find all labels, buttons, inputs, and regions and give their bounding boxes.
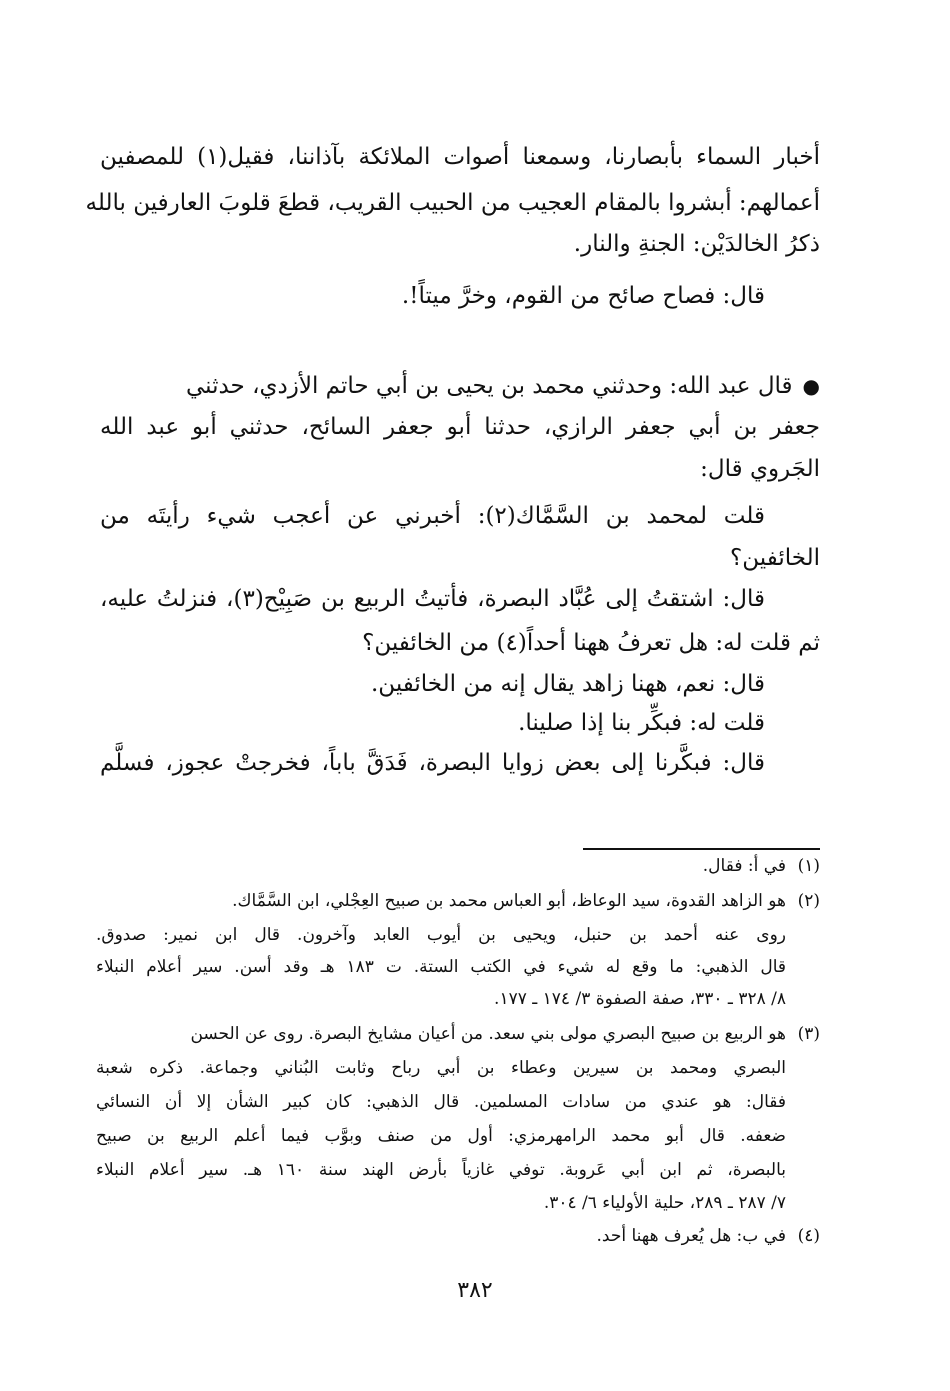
text-line-8: قلت لمحمد بن السَّمَّاك(٢): أخبرني عن أعجب شيء رأيتَه من bbox=[100, 503, 765, 529]
text-line-14: قال: فبكَّرنا إلى بعض زوايا البصرة، فَدَقَّ باباً، فخرجتْ عجوز، فسلَّم bbox=[100, 750, 765, 776]
footnote-text: في أ: فقال. bbox=[702, 856, 786, 876]
footnote-separator bbox=[583, 848, 820, 850]
footnote-text: هو الزاهد القدوة، سيد الوعاظ، أبو العباس محمد بن صبيح العِجْلي، ابن السَّمَّاك. bbox=[232, 891, 786, 911]
text-line-1: أخبار السماء بأبصارنا، وسمعنا أصوات الملائكة بآذاننا، فقيل(١) للمصفين bbox=[100, 144, 820, 170]
text-line-5 bbox=[186, 375, 820, 398]
footnote-3-line-1 bbox=[190, 1026, 820, 1043]
text-line-7: الجَروي قال: bbox=[700, 456, 820, 482]
footnote-3-line-6: ٧/ ٢٨٧ ـ ٢٨٩، حلية الأولياء ٦/ ٣٠٤. bbox=[543, 1193, 786, 1213]
footnote-3-line-2: البصري ومحمد بن سيرين وعطاء بن أبي رباح وثابت البُناني وجماعة. ذكره شعبة bbox=[96, 1058, 786, 1078]
text-line-4: قال: فصاح صائح من القوم، وخرَّ ميتاً!. bbox=[401, 283, 765, 309]
text-line-13: قلت له: فبكِّر بنا إذا صلينا. bbox=[518, 710, 765, 736]
footnote-2-line-2: روى عنه أحمد بن حنبل، ويحيى بن أيوب العابد وآخرون. قال ابن نمير: صدوق. bbox=[96, 925, 786, 945]
bullet-mark: ● bbox=[802, 374, 820, 398]
footnote-2-line-3: قال الذهبي: ما وقع له شيء في الكتب الستة. ت ١٨٣ هـ وقد أسن. سير أعلام النبلاء bbox=[96, 957, 786, 977]
footnote-number: (٢) bbox=[797, 891, 820, 911]
footnote-number: (٣) bbox=[797, 1024, 820, 1044]
footnote-1 bbox=[703, 858, 820, 875]
footnote-2-line-1 bbox=[232, 893, 820, 910]
footnote-4 bbox=[597, 1228, 821, 1245]
footnote-3-line-5: بالبصرة، ثم ابن أبي عَروبة. توفي غازياً بأرض الهند سنة ١٦٠ هـ. سير أعلام النبلاء bbox=[96, 1160, 786, 1180]
footnote-number: (١) bbox=[797, 856, 820, 876]
footnote-text: هو الربيع بن صبيح البصري مولى بني سعد. من أعيان مشايخ البصرة. روى عن الحسن bbox=[190, 1024, 786, 1044]
text-line-10: قال: اشتقتُ إلى عُبَّاد البصرة، فأتيتُ الربيع بن صَبِيْح(٣)، فنزلتُ عليه، bbox=[100, 586, 765, 612]
footnote-text: في ب: هل يُعرف ههنا أحد. bbox=[596, 1226, 786, 1246]
footnote-number: (٤) bbox=[797, 1226, 820, 1246]
footnote-3-line-4: ضعفه. قال أبو محمد الرامهرمزي: أول من صنف وبوَّب فيما أعلم الربيع بن صبيح bbox=[96, 1126, 786, 1146]
footnote-2-line-4: ٨/ ٣٢٨ ـ ٣٣٠، صفة الصفوة ٣/ ١٧٤ ـ ١٧٧. bbox=[494, 989, 786, 1009]
page-number: ٣٨٢ bbox=[457, 1278, 493, 1303]
text-line-11: ثم قلت له: هل تعرفُ ههنا أحداً(٤) من الخائفين؟ bbox=[362, 630, 820, 656]
text-line-3: ذكرُ الخالدَيْن: الجنةِ والنار. bbox=[573, 231, 820, 257]
text-line-2: أعمالهم: أبشروا بالمقام العجيب من الحبيب القريب، قطعَ قلوبَ العارفين بالله bbox=[85, 190, 820, 216]
text-line-9: الخائفين؟ bbox=[730, 545, 820, 571]
text-line-12: قال: نعم، ههنا زاهد يقال إنه من الخائفين. bbox=[371, 671, 765, 697]
text-line-5-content: قال عبد الله: وحدثني محمد بن يحيى بن أبي حاتم الأزدي، حدثني bbox=[185, 373, 793, 399]
footnote-3-line-3: فقال: هو عندي من سادات المسلمين. قال الذهبي: كان كبير الشأن إلا أن النسائي bbox=[96, 1092, 786, 1112]
text-line-6: جعفر بن أبي جعفر الرازي، حدثنا أبو جعفر السائح، حدثني أبو عبد الله bbox=[100, 414, 820, 440]
